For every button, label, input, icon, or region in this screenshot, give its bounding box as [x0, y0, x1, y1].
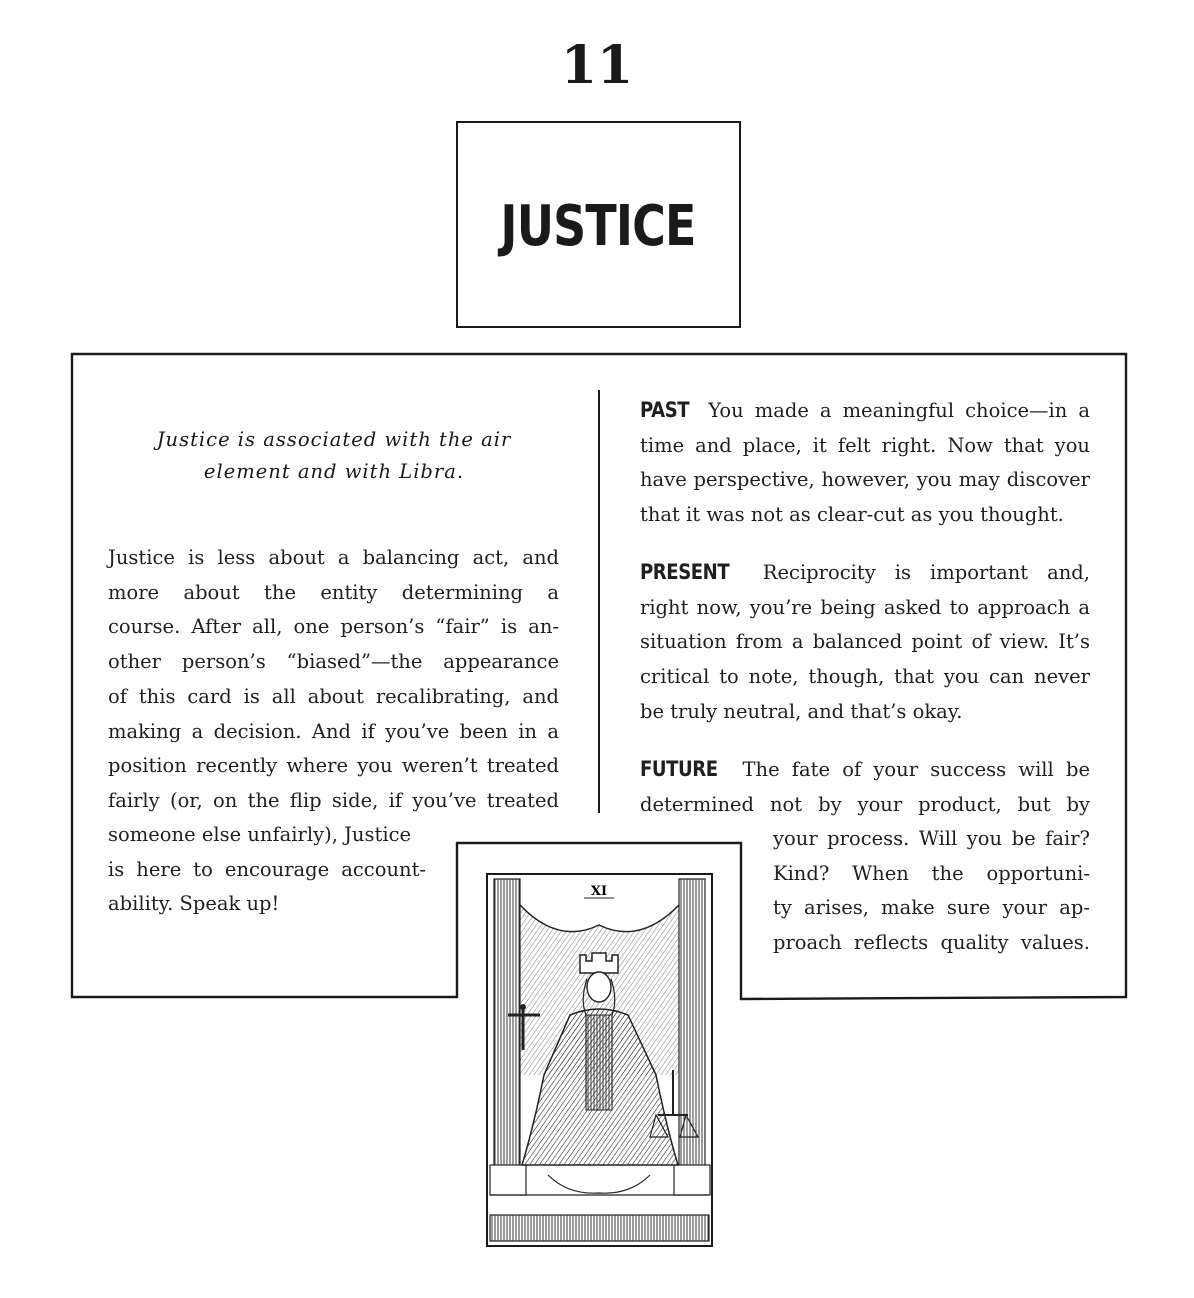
reading-line: right now, you’re being asked to approach a [640, 595, 1090, 619]
reading-line: ty arises, make sure your ap- [773, 896, 1090, 920]
description-line: other person’s “biased”—the appearance [108, 650, 559, 674]
reading-line: determined not by your product, but by [640, 792, 1090, 816]
reading-past-text: You made a meaningful choice—in a [708, 399, 1090, 422]
description-line: course. After all, one person’s “fair” is an- [108, 615, 559, 639]
column-divider [598, 390, 600, 813]
reading-past [640, 393, 1090, 533]
description-line: of this card is all about recalibrating, and [108, 684, 559, 708]
reading-line: that it was not as clear-cut as you thought. [640, 503, 1064, 527]
card-description-continued [108, 818, 426, 922]
card-title: JUSTICE [500, 194, 697, 259]
description-line: making a decision. And if you’ve been in a [108, 719, 559, 743]
description-line: someone else unfairly), Justice [108, 823, 412, 846]
reading-future-label: FUTURE [640, 757, 718, 781]
description-line: is here to encourage account- [108, 857, 426, 881]
description-line: position recently where you weren’t treated [108, 754, 559, 778]
reading-present-text: Reciprocity is important and, [762, 561, 1090, 584]
reading-line: situation from a balanced point of view. It’s [640, 630, 1090, 654]
description-line: fairly (or, on the flip side, if you’ve treated [108, 788, 559, 812]
reading-present-label: PRESENT [640, 560, 730, 584]
justice-figure-illustration [488, 875, 711, 1245]
reading-present [640, 555, 1090, 730]
card-association [108, 424, 560, 488]
reading-future [640, 752, 1090, 822]
tagline-line: Justice is associated with the air [156, 428, 512, 451]
reading-line: Kind? When the opportuni- [773, 861, 1090, 885]
reading-future-text: The fate of your success will be [742, 758, 1090, 781]
reading-line: proach reflects quality values. [773, 931, 1090, 955]
reading-future-continued [773, 822, 1090, 961]
card-description [108, 541, 559, 819]
description-line: more about the entity determining a [108, 580, 559, 604]
reading-line: time and place, it felt right. Now that you [640, 433, 1090, 457]
description-line: ability. Speak up! [108, 892, 280, 916]
tagline-line: element and with Libra. [203, 460, 465, 483]
reading-line: be truly neutral, and that’s okay. [640, 699, 963, 723]
reading-line: have perspective, however, you may discover [640, 468, 1090, 492]
reading-past-label: PAST [640, 398, 690, 422]
card-numeral: XI [590, 884, 608, 899]
page-number: 11 [560, 35, 634, 96]
description-line: Justice is less about a balancing act, and [108, 546, 559, 569]
reading-line: your process. Will you be fair? [773, 827, 1090, 850]
tarot-card-illustration [486, 873, 713, 1247]
reading-line: critical to note, though, that you can never [640, 665, 1090, 689]
